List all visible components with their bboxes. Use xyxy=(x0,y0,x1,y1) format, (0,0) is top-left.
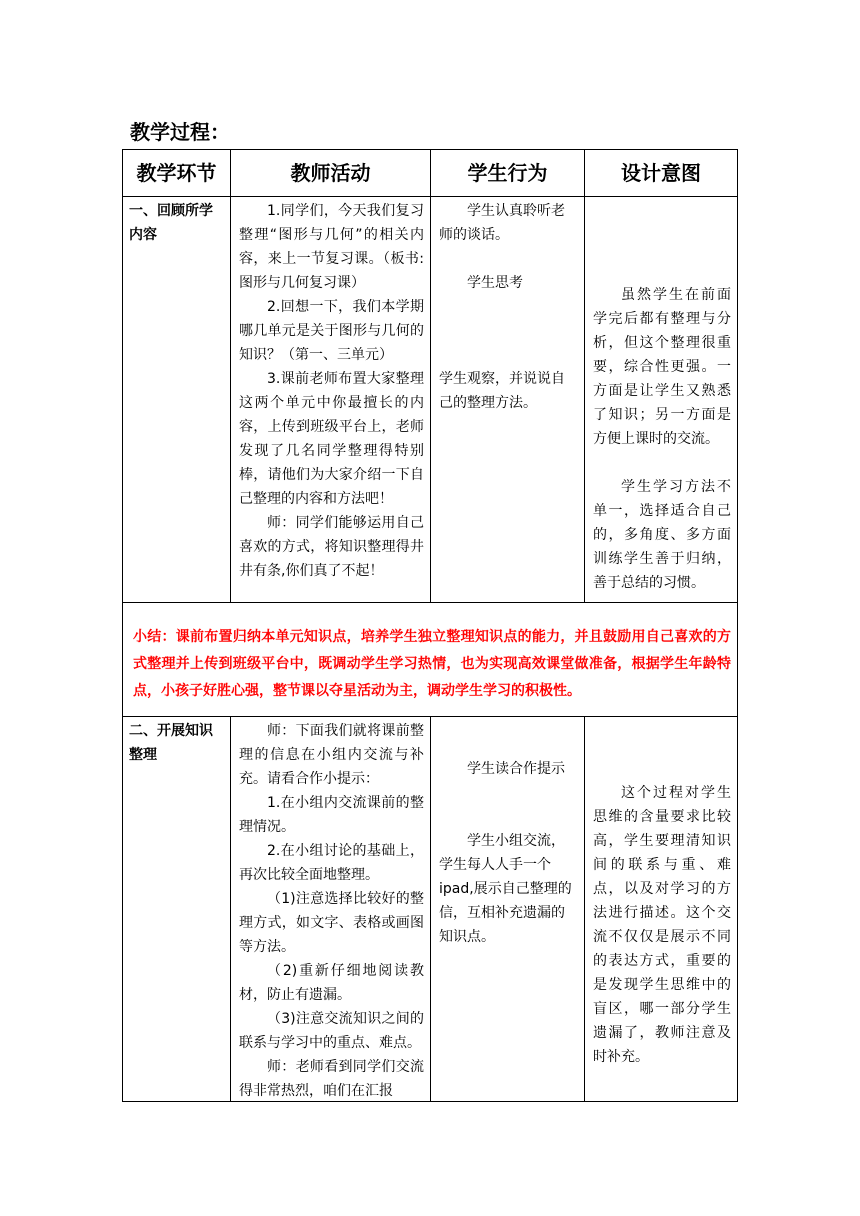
summary-row xyxy=(123,603,737,717)
design-intent xyxy=(585,717,737,1101)
student-paragraph: 学生读合作提示 xyxy=(467,761,565,777)
teacher-activity xyxy=(231,197,431,602)
teacher-paragraph: 师：同学们能够运用自己喜欢的方式，将知识整理得井井有条,你们真了不起！ xyxy=(239,515,424,579)
student-behavior xyxy=(431,717,585,1101)
teacher-paragraph: 2.回想一下，我们本学期哪几单元是关于图形与几何的知识？（第一、三单元） xyxy=(239,299,424,363)
intent-paragraph: 学生学习方法不单一，选择适合自己的，多角度、多方面训练学生善于归纳，善于总结的习惯。 xyxy=(593,479,731,591)
header-stage: 教学环节 xyxy=(123,150,231,196)
student-paragraph: 学生小组交流，学生每人人手一个ipad,展示自己整理的信，互相补充遗漏的知识点。 xyxy=(439,833,572,945)
teacher-paragraph: 1.在小组内交流课前的整理情况。 xyxy=(239,795,424,835)
teacher-paragraph: （1)注意选择比较好的整理方式，如文字、表格或画图等方法。 xyxy=(239,891,424,955)
table-row xyxy=(123,197,737,603)
teacher-paragraph: 3.课前老师布置大家整理这两个单元中你最擅长的内容，上传到班级平台上，老师发现了几名同学整理得特别棒，请他们为大家介绍一下自己整理的内容和方法吧！ xyxy=(239,371,424,507)
teacher-paragraph: 师：老师看到同学们交流得非常热烈，咱们在汇报 xyxy=(239,1059,424,1099)
summary-note: 小结：课前布置归纳本单元知识点，培养学生独立整理知识点的能力，并且鼓励用自己喜欢的方式整理并上传到班级平台中，既调动学生学习热情，也为实现高效课堂做准备，根据学生年龄特点，小孩子好胜心强，整节课以夺星活动为主，调动学生学习的积极性。 xyxy=(133,629,731,699)
student-paragraph: 学生观察，并说说自己的整理方法。 xyxy=(439,371,565,411)
header-teacher: 教师活动 xyxy=(231,150,431,196)
student-paragraph: 学生思考 xyxy=(467,275,523,291)
student-behavior xyxy=(431,197,585,602)
teacher-activity xyxy=(231,717,431,1101)
teacher-paragraph: 2.在小组讨论的基础上，再次比较全面地整理。 xyxy=(239,843,424,883)
header-student: 学生行为 xyxy=(431,150,585,196)
stage-label: 二、开展知识整理 xyxy=(123,717,231,1101)
teacher-paragraph: 1.同学们，今天我们复习整理“图形与几何”的相关内容，来上一节复习课。（板书:图形与几何复习课） xyxy=(239,203,424,291)
teacher-paragraph: （2)重新仔细地阅读教材，防止有遗漏。 xyxy=(239,963,424,1003)
header-intent: 设计意图 xyxy=(621,161,701,185)
page-heading: 教学过程： xyxy=(130,120,230,144)
intent-paragraph: 虽然学生在前面学完后都有整理与分析，但这个整理很重要，综合性更强。一方面是让学生又熟悉了知识；另一方面是方便上课时的交流。 xyxy=(593,287,731,447)
table-row xyxy=(123,717,737,1101)
lesson-table xyxy=(122,149,738,1102)
design-intent xyxy=(585,197,737,602)
intent-paragraph: 这个过程对学生思维的含量要求比较高，学生要理清知识间的联系与重、难点，以及对学习的方法进行描述。这个交流不仅仅是展示不同的表达方式，重要的是发现学生思维中的盲区，哪一部分学生遗漏了，教师注意及时补充。 xyxy=(593,785,731,1065)
teacher-paragraph: （3)注意交流知识之间的联系与学习中的重点、难点。 xyxy=(239,1011,424,1051)
student-paragraph: 学生认真聆听老师的谈话。 xyxy=(439,203,565,243)
table-header-row xyxy=(123,150,737,197)
teacher-paragraph: 师：下面我们就将课前整理的信息在小组内交流与补充。请看合作小提示： xyxy=(239,723,424,787)
stage-label: 一、回顾所学内容 xyxy=(123,197,231,602)
